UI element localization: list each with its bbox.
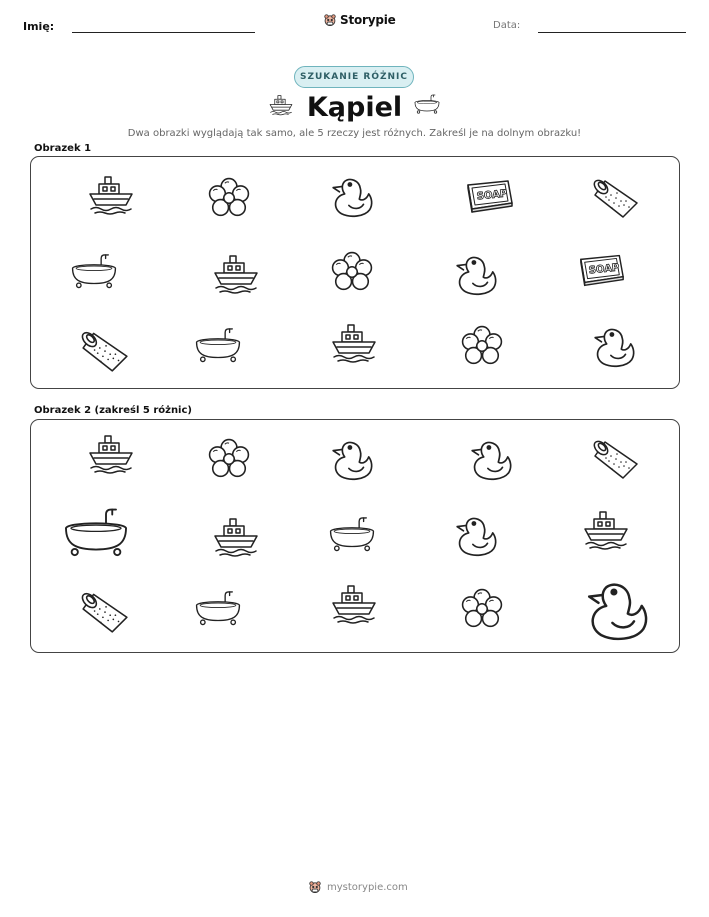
panel2-label: Obrazek 2 (zakreśl 5 różnic) xyxy=(34,405,192,416)
category-badge: SZUKANIE RÓŻNIC xyxy=(294,66,414,88)
duck-icon xyxy=(591,323,637,369)
picture-panel-2[interactable] xyxy=(30,419,680,653)
panel1-label: Obrazek 1 xyxy=(34,143,92,154)
duck-icon[interactable] xyxy=(329,436,375,482)
bubbles-icon[interactable] xyxy=(208,438,250,480)
soap-label: SOAP xyxy=(588,262,620,277)
duck-icon[interactable] xyxy=(583,574,651,644)
bubbles-icon xyxy=(461,325,503,367)
bubbles-icon[interactable] xyxy=(461,588,503,630)
soap-icon xyxy=(577,249,627,289)
bathtub-icon xyxy=(193,323,243,367)
boat-icon[interactable] xyxy=(86,434,136,474)
towel-icon[interactable] xyxy=(591,434,641,480)
boat-icon xyxy=(329,323,379,363)
soap-label: SOAP xyxy=(476,188,508,203)
duck-icon[interactable] xyxy=(468,436,514,482)
name-line[interactable] xyxy=(72,32,255,33)
boat-icon[interactable] xyxy=(581,510,631,550)
footer xyxy=(308,880,408,894)
bathtub-icon[interactable] xyxy=(327,512,377,556)
towel-icon xyxy=(79,325,131,373)
boat-icon xyxy=(211,253,261,295)
duck-icon[interactable] xyxy=(453,512,499,558)
bubbles-icon xyxy=(208,177,250,219)
logo-text: Storypie xyxy=(340,13,396,27)
soap-icon xyxy=(464,175,516,215)
picture-panel-1 xyxy=(30,156,680,389)
date-line[interactable] xyxy=(538,32,686,33)
bathtub-icon xyxy=(413,92,441,116)
page-title: Kąpiel xyxy=(306,92,403,123)
bubbles-icon xyxy=(331,251,373,293)
bathtub-icon[interactable] xyxy=(193,586,243,630)
duck-icon xyxy=(453,251,499,297)
towel-icon xyxy=(591,173,641,219)
boat-icon[interactable] xyxy=(329,584,379,624)
bathtub-icon xyxy=(69,251,119,291)
duck-icon xyxy=(329,173,375,219)
boat-icon xyxy=(86,175,136,215)
storypie-logo xyxy=(323,13,396,27)
footer-url: mystorypie.com xyxy=(327,881,408,893)
date-label: Data: xyxy=(493,20,521,31)
boat-icon[interactable] xyxy=(211,516,261,558)
bathtub-icon[interactable] xyxy=(61,502,131,562)
instructions: Dwa obrazki wyglądają tak samo, ale 5 rzeczy jest różnych. Zakreśl je na dolnym obrazku! xyxy=(127,128,582,139)
storypie-bear-icon xyxy=(308,880,322,894)
name-label: Imię: xyxy=(23,20,55,33)
storypie-bear-icon xyxy=(323,13,337,27)
towel-icon[interactable] xyxy=(79,586,131,634)
